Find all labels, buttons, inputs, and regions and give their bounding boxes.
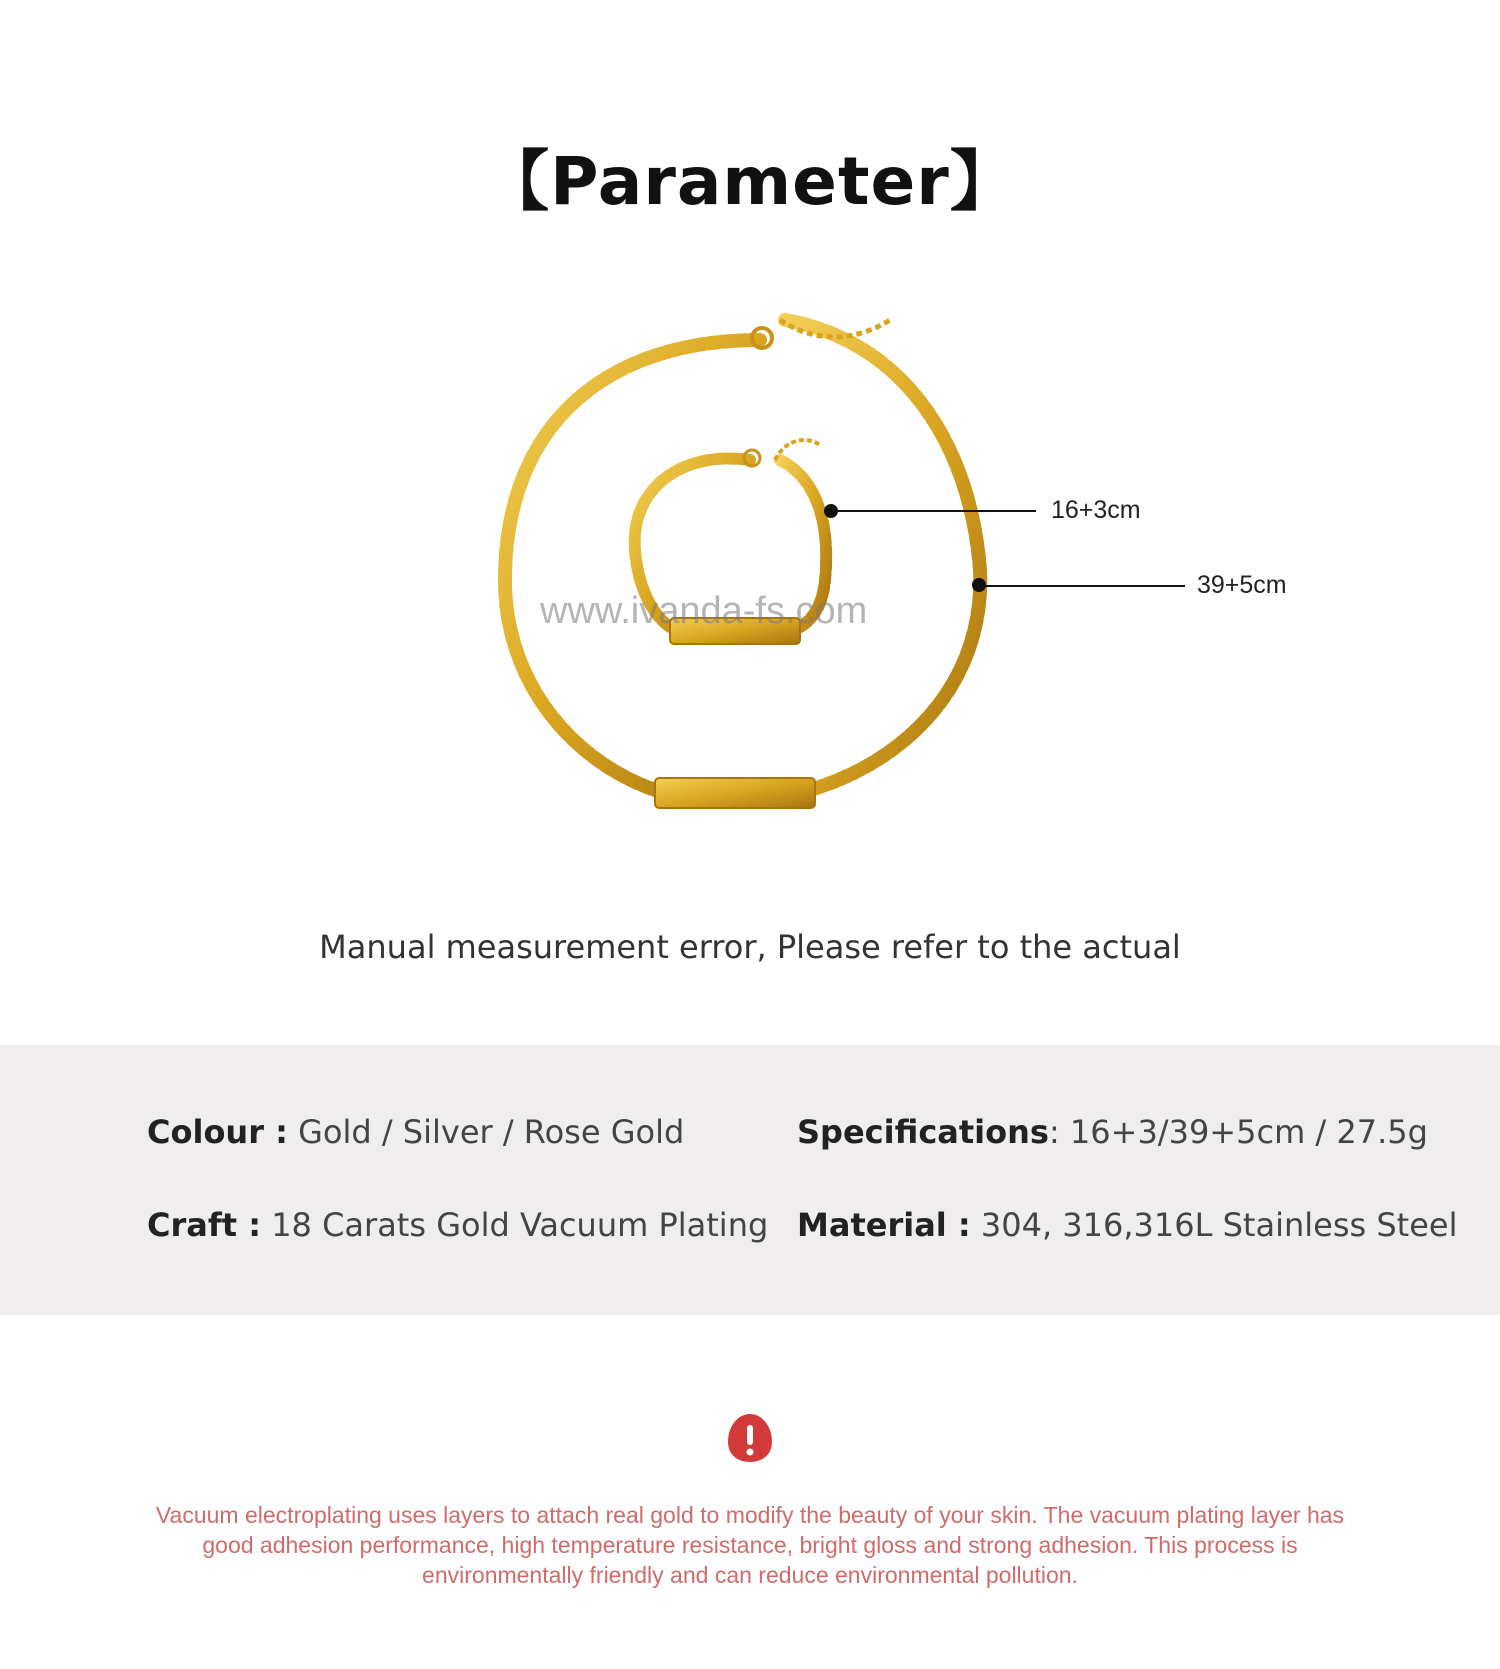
spec-panel	[0, 1045, 1500, 1315]
spec-craft-label: Craft :	[147, 1206, 262, 1244]
spec-colour-value: Gold / Silver / Rose Gold	[298, 1113, 685, 1151]
spec-material-value: 304, 316,316L Stainless Steel	[980, 1206, 1458, 1244]
necklace-bar-plate	[655, 778, 815, 808]
spec-specifications-label: Specifications	[797, 1113, 1049, 1151]
chain-jewelry-illustration	[480, 300, 1040, 860]
measurement-note: Manual measurement error, Please refer to the actual	[319, 928, 1181, 966]
watermark-text: www.ivanda-fs.com	[540, 590, 868, 632]
spec-craft	[147, 1206, 768, 1244]
spec-specifications	[797, 1113, 1428, 1151]
necklace-callout-line	[979, 585, 1185, 587]
necklace-length-label: 39+5cm	[1197, 571, 1287, 599]
necklace-chain-right	[785, 320, 980, 790]
spec-material-label: Material :	[797, 1206, 971, 1244]
page-title: 【Parameter】	[483, 143, 1017, 220]
spec-craft-value: 18 Carats Gold Vacuum Plating	[271, 1206, 769, 1244]
product-image	[480, 300, 1040, 860]
spec-colour	[147, 1113, 684, 1151]
spec-colour-label: Colour :	[147, 1113, 288, 1151]
bracelet-length-label: 16+3cm	[1051, 496, 1141, 524]
plating-disclaimer: Vacuum electroplating uses layers to attach real gold to modify the beauty of your skin. The vacuum plating layer has good adhesion performance, high temperature resistance, bright gloss and strong adhesion. This process is environmentally friendly and can reduce environmental pollution.	[155, 1502, 1345, 1588]
bracelet-callout-line	[831, 510, 1036, 512]
spec-specifications-value: : 16+3/39+5cm / 27.5g	[1048, 1113, 1428, 1151]
exclamation-icon	[726, 1412, 774, 1464]
spec-material	[797, 1206, 1457, 1244]
